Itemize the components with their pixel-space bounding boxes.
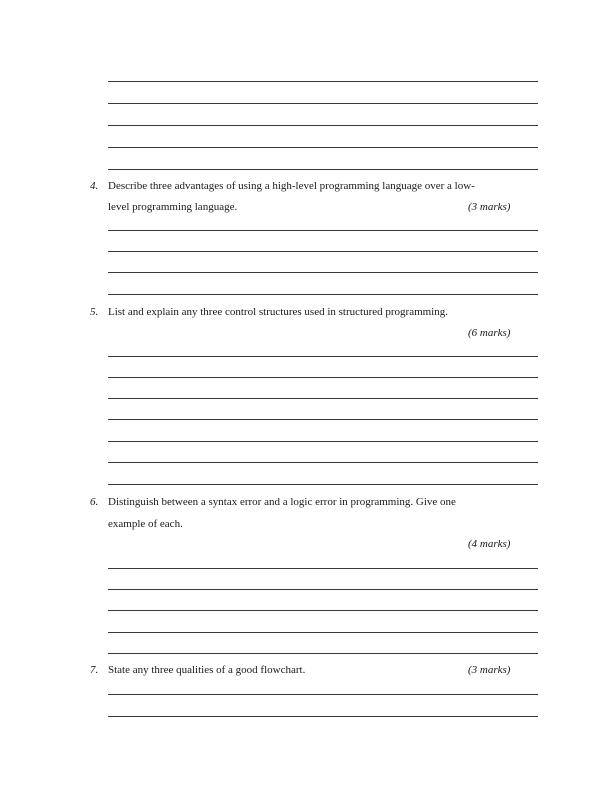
answer-line: [108, 632, 538, 633]
answer-line: [108, 272, 538, 273]
marks-label: (3 marks): [468, 664, 511, 676]
answer-line: [108, 398, 538, 399]
answer-line: [108, 610, 538, 611]
question-text-line-1: Distinguish between a syntax error and a logic error in programming. Give one: [108, 496, 456, 508]
question-number: 7.: [90, 664, 99, 676]
answer-line: [108, 462, 538, 463]
answer-line: [108, 81, 538, 82]
answer-line: [108, 589, 538, 590]
question-text-line-1: State any three qualities of a good flowchart.: [108, 664, 306, 676]
question-text-line-1: Describe three advantages of using a high-level programming language over a low-: [108, 180, 475, 192]
answer-line: [108, 694, 538, 695]
question-number: 4.: [90, 180, 99, 192]
answer-line: [108, 716, 538, 717]
question-text-line-2: example of each.: [108, 518, 183, 530]
question-text-line-2: level programming language.: [108, 201, 238, 213]
answer-line: [108, 441, 538, 442]
question-text-line-1: List and explain any three control structures used in structured programming.: [108, 306, 448, 318]
question-number: 6.: [90, 496, 99, 508]
marks-label: (3 marks): [468, 201, 511, 213]
question-number: 5.: [90, 306, 99, 318]
answer-line: [108, 419, 538, 420]
answer-line: [108, 653, 538, 654]
marks-label: (4 marks): [468, 538, 511, 550]
answer-line: [108, 103, 538, 104]
answer-line: [108, 147, 538, 148]
answer-line: [108, 230, 538, 231]
answer-line: [108, 568, 538, 569]
answer-line: [108, 377, 538, 378]
answer-line: [108, 484, 538, 485]
answer-line: [108, 294, 538, 295]
answer-line: [108, 356, 538, 357]
answer-line: [108, 251, 538, 252]
answer-line: [108, 125, 538, 126]
answer-line: [108, 169, 538, 170]
marks-label: (6 marks): [468, 327, 511, 339]
